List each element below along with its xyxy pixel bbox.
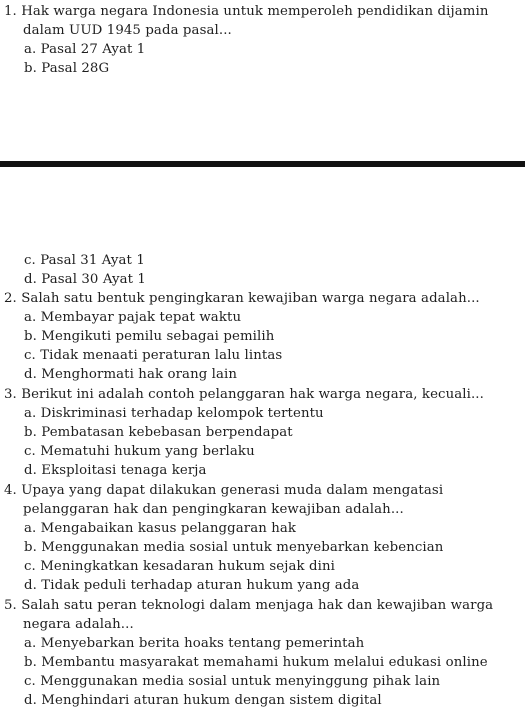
question-4-option-d: d. Tidak peduli terhadap aturan hukum yang ada	[24, 578, 360, 593]
question-3-text: 3. Berikut ini adalah contoh pelanggaran hak warga negara, kecuali...	[4, 387, 484, 402]
question-3-option-a: a. Diskriminasi terhadap kelompok tertentu	[24, 406, 324, 421]
question-5-text: 5. Salah satu peran teknologi dalam menjaga hak dan kewajiban warga	[4, 598, 494, 613]
question-4-option-c: c. Meningkatkan kesadaran hukum sejak dini	[24, 559, 335, 574]
question-4-text-cont: pelanggaran hak dan pengingkaran kewajiban adalah...	[23, 502, 404, 517]
question-4-option-a: a. Mengabaikan kasus pelanggaran hak	[24, 521, 297, 536]
question-1-option-a: a. Pasal 27 Ayat 1	[24, 42, 146, 57]
question-5-option-b: b. Membantu masyarakat memahami hukum melalui edukasi online	[24, 655, 488, 670]
question-4-option-b: b. Menggunakan media sosial untuk menyebarkan kebencian	[24, 540, 444, 555]
question-1-option-b: b. Pasal 28G	[24, 61, 110, 76]
question-3-option-b: b. Pembatasan kebebasan berpendapat	[24, 425, 293, 440]
question-2-option-c: c. Tidak menaati peraturan lalu lintas	[24, 348, 283, 363]
question-1-option-d: d. Pasal 30 Ayat 1	[24, 272, 146, 287]
question-1-option-c: c. Pasal 31 Ayat 1	[24, 253, 145, 268]
question-1-text-cont: dalam UUD 1945 pada pasal...	[23, 23, 232, 38]
page-divider-bar	[0, 161, 525, 167]
question-3-option-d: d. Eksploitasi tenaga kerja	[24, 463, 207, 478]
question-4-text: 4. Upaya yang dapat dilakukan generasi muda dalam mengatasi	[4, 483, 444, 498]
question-2-option-a: a. Membayar pajak tepat waktu	[24, 310, 242, 325]
question-2-option-b: b. Mengikuti pemilu sebagai pemilih	[24, 329, 275, 344]
question-5-text-cont: negara adalah...	[23, 617, 134, 632]
question-5-option-d: d. Menghindari aturan hukum dengan sistem digital	[24, 693, 382, 708]
question-1-text: 1. Hak warga negara Indonesia untuk memperoleh pendidikan dijamin	[4, 4, 489, 19]
question-5-option-a: a. Menyebarkan berita hoaks tentang pemerintah	[24, 636, 365, 651]
question-2-text: 2. Salah satu bentuk pengingkaran kewajiban warga negara adalah...	[4, 291, 480, 306]
question-3-option-c: c. Mematuhi hukum yang berlaku	[24, 444, 255, 459]
question-5-option-c: c. Menggunakan media sosial untuk menyinggung pihak lain	[24, 674, 441, 689]
question-2-option-d: d. Menghormati hak orang lain	[24, 367, 238, 382]
